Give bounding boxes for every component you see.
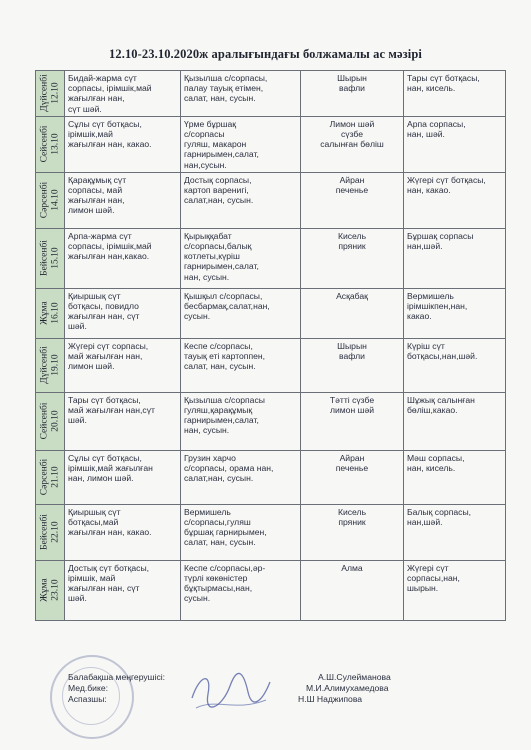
day-date: 22.10 — [50, 521, 60, 544]
menu-row — [36, 338, 506, 392]
snack-cell: Кисель пряник — [301, 228, 404, 288]
signature-name: А.Ш.Сулейманова — [318, 672, 391, 682]
menu-row — [36, 504, 506, 560]
day-date: 23.10 — [50, 579, 60, 602]
signatures-block — [68, 672, 488, 705]
breakfast-cell: Қиыршық сүт ботқасы, повидло жағылған нан, сүт шәй. — [65, 288, 181, 338]
day-cell — [36, 172, 65, 228]
snack-cell: Шырын вафли — [301, 338, 404, 392]
day-name: Сейсенбі — [39, 125, 50, 163]
menu-row — [36, 560, 506, 620]
day-cell — [36, 504, 65, 560]
dinner-cell: Мәш сорпасы, нан, кисель. — [404, 450, 506, 504]
snack-cell: Лимон шәй сүзбе салынған бөліш — [301, 116, 404, 172]
day-date: 19.10 — [50, 354, 60, 377]
breakfast-cell: Достық сүт ботқасы, ірімшік, май жағылған нан, сүт шәй. — [65, 560, 181, 620]
signature-role: Балабақша меңгерушісі: — [68, 672, 166, 682]
document-title: 12.10-23.10.2020ж аралығындағы болжамалы ас мәзірі — [109, 47, 422, 61]
lunch-cell: Қырыққабат с/сорпасы,балық котлеты,күріш гарнирымен,салат, нан, сусын. — [181, 228, 301, 288]
menu-row — [36, 228, 506, 288]
day-name: Бейсенбі — [39, 514, 50, 551]
lunch-cell: Вермишель с/сорпасы,гуляш бұршақ гарнирымен, салат, нан, сусын. — [181, 504, 301, 560]
signature-row — [68, 694, 488, 705]
snack-cell: Айран печенье — [301, 450, 404, 504]
snack-cell: Шырын вафли — [301, 71, 404, 117]
day-name: Сейсенбі — [39, 402, 50, 440]
day-name: Дүйсенбі — [39, 74, 50, 113]
dinner-cell: Арпа сорпасы, нан, шәй. — [404, 116, 506, 172]
breakfast-cell: Арпа-жарма сүт сорпасы, ірімшік,май жағылған нан,какао. — [65, 228, 181, 288]
breakfast-cell: Сұлы сүт ботқасы, ірімшік,май жағылған нан, какао. — [65, 116, 181, 172]
breakfast-cell: Жүгері сүт сорпасы, май жағылған нан, лимон шәй. — [65, 338, 181, 392]
dinner-cell: Тары сүт ботқасы, нан, кисель. — [404, 71, 506, 117]
breakfast-cell: Сұлы сүт ботқасы, ірімшік,май жағылған нан, лимон шәй. — [65, 450, 181, 504]
snack-cell: Асқабақ — [301, 288, 404, 338]
snack-cell: Кисель пряник — [301, 504, 404, 560]
lunch-cell: Қызылша с/сорпасы, палау тауық етімен, салат, нан, сусын. — [181, 71, 301, 117]
menu-row — [36, 392, 506, 450]
day-date: 12.10 — [50, 82, 60, 105]
menu-row — [36, 172, 506, 228]
dinner-cell: Жүгері сүт ботқасы, нан, какао. — [404, 172, 506, 228]
day-cell — [36, 288, 65, 338]
day-date: 15.10 — [50, 247, 60, 270]
dinner-cell: Вермишель ірімшікпен,нан, какао. — [404, 288, 506, 338]
menu-row — [36, 288, 506, 338]
signature-name: М.И.Алимухамедова — [306, 683, 389, 693]
day-cell — [36, 392, 65, 450]
dinner-cell: Бұршақ сорпасы нан,шәй. — [404, 228, 506, 288]
menu-table — [35, 70, 506, 621]
day-date: 20.10 — [50, 410, 60, 433]
day-cell — [36, 338, 65, 392]
day-date: 13.10 — [50, 133, 60, 156]
day-name: Сәрсенбі — [39, 459, 50, 496]
dinner-cell: Жүгері сүт сорпасы,нан, шырын. — [404, 560, 506, 620]
breakfast-cell: Қиыршық сүт ботқасы,май жағылған нан, какао. — [65, 504, 181, 560]
lunch-cell: Қызылша с/сорпасы гуляш,қарақұмық гарнирымен,салат, нан, сусын. — [181, 392, 301, 450]
breakfast-cell: Тары сүт ботқасы, май жағылған нан,сүт шәй. — [65, 392, 181, 450]
day-cell — [36, 228, 65, 288]
menu-row — [36, 450, 506, 504]
day-date: 16.10 — [50, 302, 60, 325]
breakfast-cell: Қарақұмық сүт сорпасы, май жағылған нан, лимон шәй. — [65, 172, 181, 228]
day-cell — [36, 560, 65, 620]
day-cell — [36, 450, 65, 504]
lunch-cell: Үрме бұршақ с/сорпасы гуляш, макарон гарнирымен,салат, нан,сусын. — [181, 116, 301, 172]
day-date: 21.10 — [50, 466, 60, 489]
snack-cell: Алма — [301, 560, 404, 620]
day-date: 14.10 — [50, 189, 60, 212]
lunch-cell: Достық сорпасы, картоп варенигі, салат,нан, сусын. — [181, 172, 301, 228]
snack-cell: Тәтті сүзбе лимон шәй — [301, 392, 404, 450]
dinner-cell: Балық сорпасы, нан,шәй. — [404, 504, 506, 560]
dinner-cell: Күріш сүт ботқасы,нан,шәй. — [404, 338, 506, 392]
menu-row — [36, 116, 506, 172]
day-name: Жұма — [39, 578, 50, 603]
day-name: Жұма — [39, 301, 50, 326]
breakfast-cell: Бидай-жарма сүт сорпасы, ірімшік,май жағылған нан, сүт шәй. — [65, 71, 181, 117]
lunch-cell: Кеспе с/сорпасы,әр- түрлі көкөністер бұқтырмасы,нан, сусын. — [181, 560, 301, 620]
snack-cell: Айран печенье — [301, 172, 404, 228]
lunch-cell: Кеспе с/сорпасы, тауық еті картоппен, салат, нан, сусын. — [181, 338, 301, 392]
day-name: Дүйсенбі — [39, 346, 50, 385]
signature-role: Аспазшы: — [68, 694, 107, 704]
day-cell — [36, 116, 65, 172]
signature-row — [68, 672, 488, 683]
day-cell — [36, 71, 65, 117]
day-name: Сәрсенбі — [39, 182, 50, 219]
signature-name: Н.Ш Наджипова — [298, 694, 363, 704]
day-name: Бейсенбі — [39, 240, 50, 277]
menu-row — [36, 71, 506, 117]
signature-row — [68, 683, 488, 694]
lunch-cell: Қышқыл с/сорпасы, бесбармақ,салат,нан, сусын. — [181, 288, 301, 338]
dinner-cell: Шұжық салынған бөліш,какао. — [404, 392, 506, 450]
signature-role: Мед.бике: — [68, 683, 108, 693]
lunch-cell: Грузин харчо с/сорпасы, орама нан, салат,нан, сусын. — [181, 450, 301, 504]
